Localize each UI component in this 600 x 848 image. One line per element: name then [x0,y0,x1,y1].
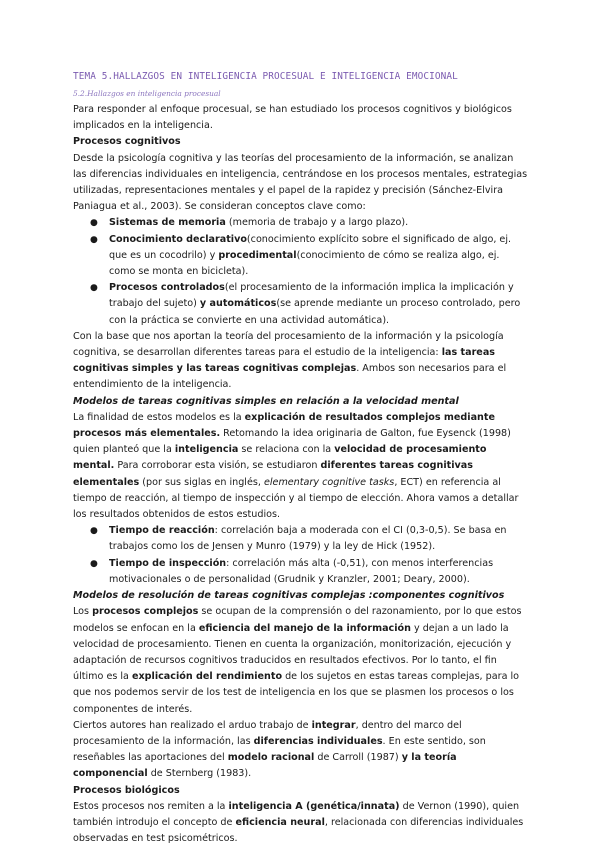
bullet-icon: ● [90,283,98,294]
term: Conocimiento declarativo [109,233,247,245]
emphasis: las tareas cognitivas simples y las tareas cognitivas complejas [73,347,495,375]
emphasis: y la teoría componencial [73,752,457,780]
paragraph-integrar [73,718,528,783]
text-run: y dejan a un lado la velocidad de procesamiento. Tienen en cuenta la organización, monitorización, ejecución y adaptación de recursos cognitivos traducidos en resultados efectivos. Por lo tanto, el fin último es la [73,622,512,683]
paragraph-procesos-biologicos [73,799,528,848]
results-list [73,523,528,588]
bullet-icon: ● [90,234,98,245]
bullet-icon: ● [90,558,98,569]
term: Procesos controlados [109,282,225,294]
list-item [73,523,528,555]
emphasis: eficiencia neural [235,816,325,828]
emphasis: inteligencia A (genética/innata) [228,800,400,812]
text-run: La finalidad de estos modelos es la [73,411,245,423]
term-description: (conocimiento explícito sobre el significado de algo, ej. que es un cocodrilo) y [109,233,512,261]
list-item [73,215,528,231]
term-description: (se aprende mediante un proceso controlado, pero con la práctica se convierte en una actividad automática). [109,298,521,326]
term: Tiempo de reacción [109,525,215,537]
heading-procesos-biologicos: Procesos biológicos [73,784,180,796]
text-run: , dentro del marco del procesamiento de la información, las [73,719,462,747]
paragraph-procesos-complejos [73,604,528,717]
emphasis: eficiencia del manejo de la información [198,622,411,634]
text-run: de los sujetos en estas tareas complejas, para lo que nos podemos servir de los test de inteligencia en los que se plasmen los procesos o los componentes de interés. [73,671,520,715]
list-item [73,232,528,281]
emphasis: velocidad de procesamiento mental. [73,444,487,472]
emphasis: explicación de resultados complejos mediante procesos más elementales. [73,411,495,440]
text-run: Retomando la idea originaria de Galton, fue Eysenck (1998) quien planteó que la [73,428,511,456]
text-run: de Sternberg (1983). [147,768,252,780]
emphasis: modelo racional [227,752,315,764]
text-run: , ECT) en referencia al tiempo de reacción, al tiempo de inspección y al tiempo de elección. Ahora vamos a detallar los resultados obtenidos de estos estudios. [73,476,519,521]
heading-modelos-simples: Modelos de tareas cognitivas simples en relación a la velocidad mental [73,395,459,407]
emphasis: diferentes tareas cognitivas elementales [73,460,473,488]
italic-term: elementary cognitive tasks [263,476,395,488]
text-run: (por sus siglas en inglés, [139,476,264,488]
text-run: Para corroborar esta visión, se estudiaron [114,460,321,472]
term-description: : correlación baja a moderada con el CI (0,3-0,5). Se basa en trabajos como los de Jensen y Munro (1979) y la ley de Hick (1952). [109,525,507,553]
emphasis: procesos complejos [92,606,199,618]
emphasis: diferencias individuales [253,735,383,747]
text-run: Con la base que nos aportan la teoría del procesamiento de la información y la psicología cognitiva, se desarrollan diferentes tareas para el estudio de la inteligencia: [73,330,504,359]
text-run: se relaciona con la [238,444,335,456]
list-item [73,556,528,588]
text-run: Ciertos autores han realizado el arduo trabajo de [73,719,312,731]
text-run: . Ambos son necesarios para el entendimiento de la inteligencia. [73,363,507,391]
text-run: de Carroll (1987) [314,752,402,764]
section-subtitle: 5.2.Hallazgos en inteligencia procesual [73,89,221,98]
emphasis: explicación del rendimiento [131,671,283,683]
term-description: (conocimiento de cómo se realiza algo, ej. como se monta en bicicleta). [109,249,500,278]
paragraph-psicologia-cognitiva: Desde la psicología cognitiva y las teorías del procesamiento de la información, se analizan las diferencias individuales en inteligencia, centrándose en los procesos mentales, estrategias utilizadas, representaciones mentales y el papel de la rapidez y precisión (Sánchez-Elvira Paniagua et al., 2003). Se consideran conceptos clave como: [73,152,528,213]
bullet-icon: ● [90,526,98,537]
paragraph-tareas [73,329,528,394]
list-item [73,280,528,329]
bullet-icon: ● [90,218,98,229]
term: Tiempo de inspección [109,557,227,569]
heading-modelos-complejas: Modelos de resolución de tareas cognitivas complejas :componentes cognitivos [73,590,505,602]
term-description: (el procesamiento de la información implica la implicación y trabajo del sujeto) [109,282,514,310]
text-run: Los [73,606,93,618]
text-run: . En este sentido, son reseñables las aportaciones del [73,735,486,764]
emphasis: integrar [311,719,356,731]
text-run: de Vernon (1990), quien también introdujo el concepto de [73,800,520,828]
concepts-list [73,215,528,328]
text-run: , relacionada con diferencias individuales observadas en test psicométricos. [73,816,524,845]
heading-procesos-cognitivos: Procesos cognitivos [73,136,181,148]
paragraph-modelos-simples [73,410,528,523]
intro-paragraph: Para responder al enfoque procesual, se han estudiado los procesos cognitivos y biológicos implicados en la inteligencia. [73,104,512,132]
term: procedimental [218,249,297,261]
document-title: TEMA 5.HALLAZGOS EN INTELIGENCIA PROCESUAL E INTELIGENCIA EMOCIONAL [73,71,458,82]
term-description: : correlación más alta (-0,51), con menos interferencias motivacionales o de personalidad (Grudnik y Kranzler, 2001; Deary, 2000). [109,557,494,585]
emphasis: inteligencia [174,444,239,456]
term: y automáticos [199,298,277,310]
term: Sistemas de memoria [109,217,226,229]
text-run: Estos procesos nos remiten a la [73,800,229,812]
text-run: se ocupan de la comprensión o del razonamiento, por lo que estos modelos se enfocan en la [73,606,522,634]
term-description: (memoria de trabajo y a largo plazo). [225,217,409,229]
